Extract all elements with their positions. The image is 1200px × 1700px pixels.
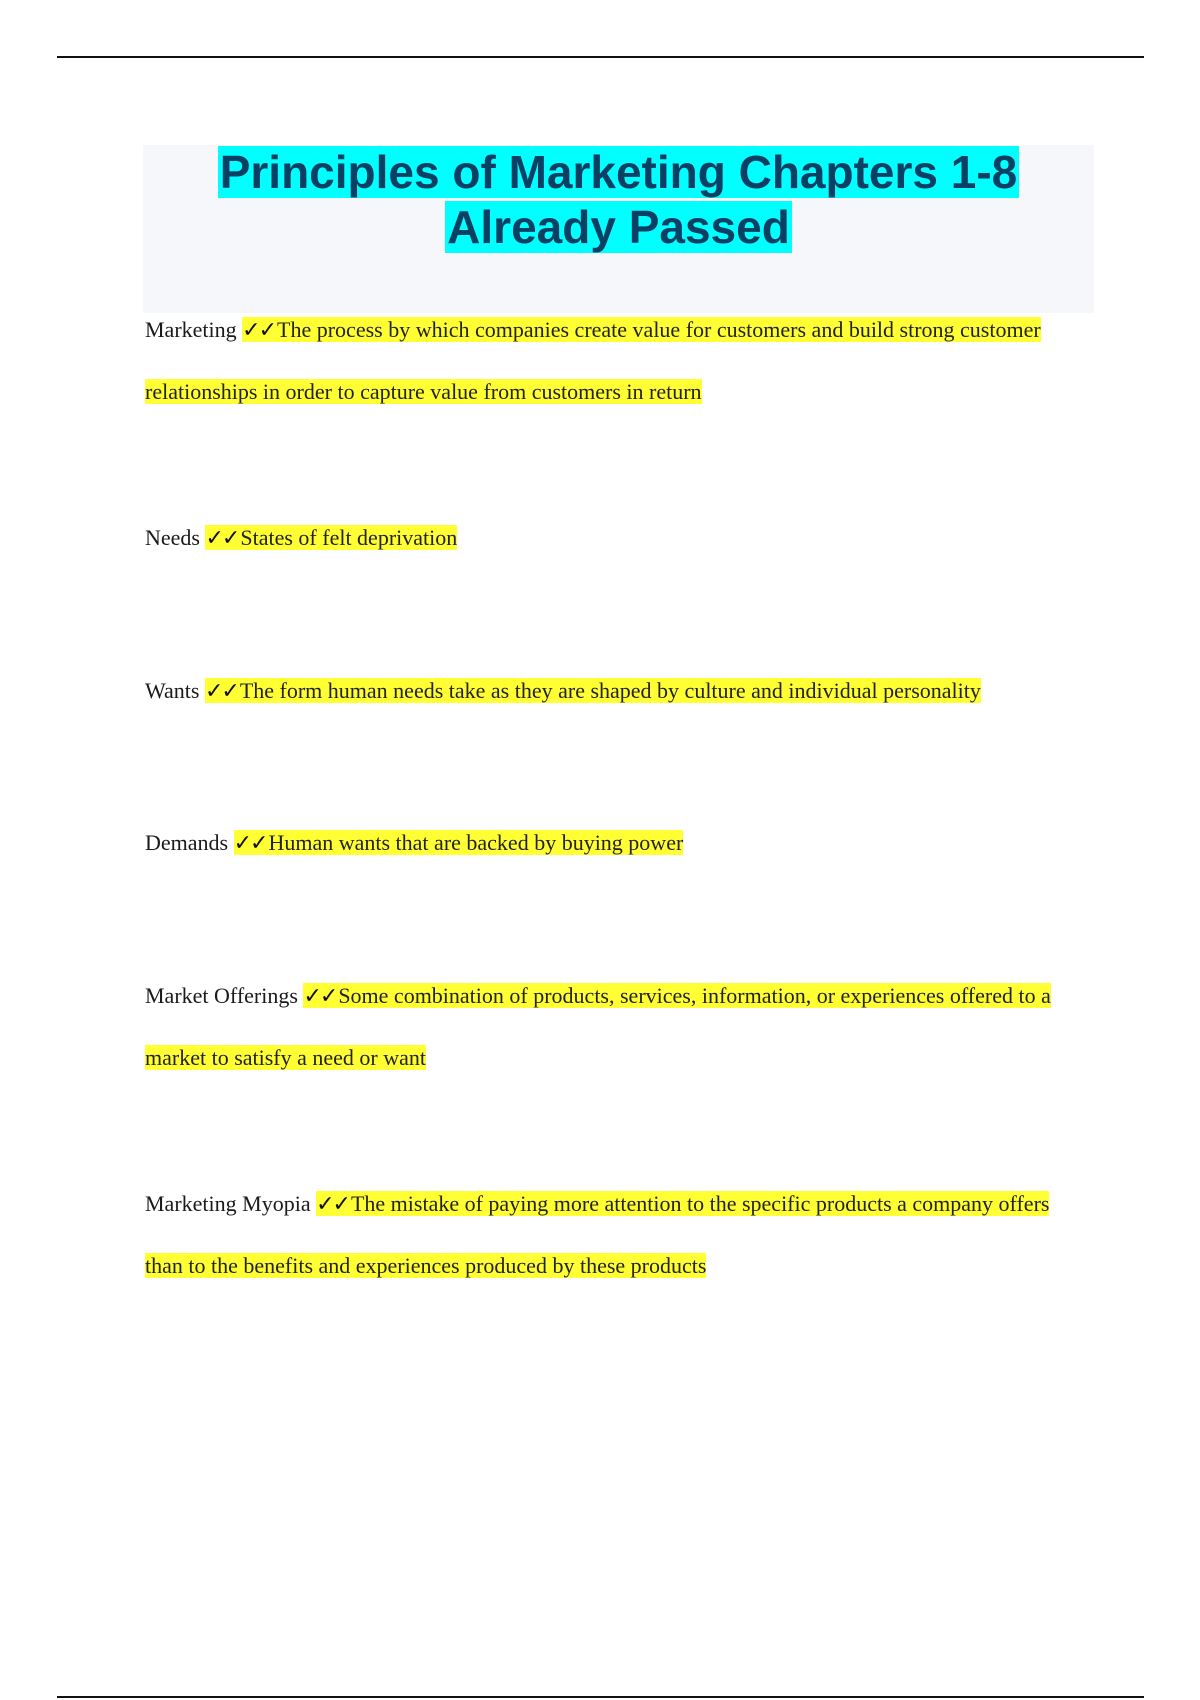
entry-definition: The mistake of paying more attention to the specific products a company offers than to the benefits and experiences produced by these products	[145, 1191, 1050, 1278]
entry-demands	[145, 812, 1085, 874]
title-block	[143, 145, 1094, 313]
entry-definition-highlight	[234, 830, 684, 855]
title-text-1: Principles of Marketing Chapters 1-8	[219, 146, 1018, 198]
entry-definition-highlight	[205, 678, 981, 703]
entry-definition: States of felt deprivation	[240, 525, 458, 550]
double-check-icon: ✓✓	[242, 318, 276, 343]
footer-rule	[57, 1696, 1144, 1698]
entry-marketing	[145, 299, 1085, 422]
entry-term: Needs	[145, 525, 200, 550]
double-check-icon: ✓✓	[204, 679, 238, 704]
entry-term: Marketing	[145, 317, 237, 342]
double-check-icon: ✓✓	[303, 984, 337, 1009]
title-line-2	[143, 200, 1094, 255]
entry-term: Market Offerings	[145, 983, 298, 1008]
entry-definition: The form human needs take as they are shaped by culture and individual personality	[239, 678, 981, 703]
double-check-icon: ✓✓	[205, 526, 239, 551]
entry-term: Wants	[145, 678, 200, 703]
entry-wants	[145, 660, 1085, 722]
entry-marketing-myopia	[145, 1173, 1085, 1296]
entry-definition-highlight	[205, 525, 457, 550]
title-line-1	[143, 145, 1094, 200]
header-rule	[57, 56, 1144, 58]
entry-definition-highlight	[145, 317, 1041, 404]
entry-market-offerings	[145, 965, 1085, 1088]
entry-definition: Human wants that are backed by buying power	[268, 830, 684, 855]
title-text-2: Already Passed	[447, 201, 790, 253]
entry-definition: Some combination of products, services, information, or experiences offered to a market to satisfy a need or want	[145, 983, 1051, 1070]
entry-term: Marketing Myopia	[145, 1191, 311, 1216]
entry-definition: The process by which companies create value for customers and build strong customer relationships in order to capture value from customers in return	[145, 317, 1041, 404]
entry-needs	[145, 507, 1085, 569]
entry-term: Demands	[145, 830, 229, 855]
double-check-icon: ✓✓	[316, 1192, 349, 1217]
double-check-icon: ✓✓	[233, 831, 267, 856]
